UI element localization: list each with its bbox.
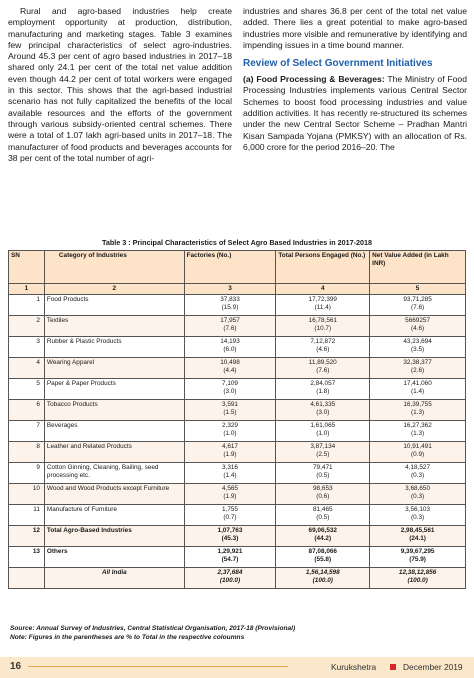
table-row — [9, 484, 466, 505]
cell-sn: 9 — [9, 463, 45, 484]
cell-nva-value: 16,39,755 — [403, 401, 432, 408]
cell-nva-percent: (4.6) — [411, 324, 425, 332]
body-text-right-top: industries and shares 36.8 per cent of the total net value added. There lies a great potential to make agro-based industries more visible and remunerative by identifying and impending issues in a time bound manner. — [243, 6, 467, 50]
cell-persons-percent: (0.5) — [316, 471, 330, 479]
cell-persons-value: 69,06,532 — [308, 527, 337, 534]
cell-factories — [184, 358, 276, 379]
cell-persons — [276, 400, 370, 421]
cell-persons-percent: (55.8) — [314, 555, 332, 563]
cell-sn: 10 — [9, 484, 45, 505]
cell-persons-percent: (10.7) — [314, 324, 332, 332]
cell-factories-value: 2,329 — [221, 422, 238, 429]
cell-persons-value: 79,471 — [313, 464, 333, 471]
cell-factories-value: 7,109 — [221, 380, 238, 387]
table-row — [9, 568, 466, 589]
cell-nva — [370, 358, 466, 379]
cell-factories-value: 4,617 — [221, 443, 238, 450]
body-text-right — [243, 6, 467, 153]
cell-nva-percent: (7.6) — [411, 303, 425, 311]
table-row — [9, 421, 466, 442]
cell-sn: 3 — [9, 337, 45, 358]
cell-factories — [184, 526, 276, 547]
table-row — [9, 526, 466, 547]
cell-factories-value: 10,498 — [220, 359, 240, 366]
cell-factories-percent: (100.0) — [219, 576, 241, 584]
cell-factories-percent: (6.0) — [223, 345, 237, 353]
header-category: Category of Industries — [44, 251, 184, 284]
cell-factories-value: 3,591 — [221, 401, 238, 408]
cell-factories-percent: (0.7) — [223, 513, 237, 521]
cell-nva-percent: (0.3) — [411, 492, 425, 500]
column-number-row — [9, 284, 466, 295]
paragraph-food-processing — [243, 74, 467, 153]
cell-category: Others — [44, 547, 184, 568]
cell-persons — [276, 484, 370, 505]
cell-nva-percent: (0.3) — [411, 471, 425, 479]
table-row — [9, 505, 466, 526]
cell-nva-percent: (24.1) — [409, 534, 426, 542]
cell-persons-value: 7,12,872 — [310, 338, 336, 345]
cell-persons-percent: (3.0) — [316, 408, 330, 416]
cell-nva-percent: (100.0) — [407, 576, 428, 584]
table-row — [9, 547, 466, 568]
cell-nva-percent: (0.9) — [411, 450, 425, 458]
cell-persons — [276, 379, 370, 400]
cell-nva — [370, 295, 466, 316]
cell-factories-value: 14,193 — [220, 338, 240, 345]
table-row — [9, 400, 466, 421]
cell-persons-percent: (1.0) — [316, 429, 330, 437]
section-heading: Review of Select Government Initiatives — [243, 58, 433, 70]
cell-nva-value: 12,38,12,856 — [398, 569, 437, 576]
source-note: Source: Annual Survey of Industries, Central Statistical Organisation, 2017-18 (Provisional) — [10, 625, 296, 632]
cell-nva — [370, 526, 466, 547]
cell-nva-percent: (2.6) — [411, 366, 425, 374]
cell-nva-value: 3,56,103 — [405, 506, 431, 513]
table-row — [9, 337, 466, 358]
cell-factories-percent: (7.6) — [223, 324, 237, 332]
cell-category: Rubber & Plastic Products — [44, 337, 184, 358]
cell-persons-value: 3,87,134 — [310, 443, 336, 450]
cell-persons-percent: (2.5) — [316, 450, 330, 458]
col-number: 4 — [276, 284, 370, 295]
table-row — [9, 316, 466, 337]
cell-factories-percent: (4.4) — [223, 366, 237, 374]
cell-factories — [184, 442, 276, 463]
cell-nva-percent: (1.3) — [411, 429, 425, 437]
cell-persons-value: 11,89,520 — [308, 359, 337, 366]
cell-sn: 7 — [9, 421, 45, 442]
cell-category: Wearing Apparel — [44, 358, 184, 379]
cell-factories-value: 4,565 — [221, 485, 238, 492]
cell-nva — [370, 379, 466, 400]
cell-category: Leather and Related Products — [44, 442, 184, 463]
cell-factories-percent: (1.0) — [223, 429, 237, 437]
table-row — [9, 463, 466, 484]
col-number: 1 — [9, 284, 45, 295]
cell-persons-percent: (11.4) — [314, 303, 331, 311]
cell-factories — [184, 568, 276, 589]
cell-factories-value: 2,37,684 — [217, 569, 243, 576]
cell-persons-percent: (0.5) — [316, 513, 330, 521]
cell-nva — [370, 421, 466, 442]
cell-persons — [276, 295, 370, 316]
cell-nva-value: 17,41,060 — [403, 380, 432, 387]
paragraph-label: (a) Food Processing & Beverages: — [243, 74, 385, 85]
cell-factories-percent: (1.9) — [223, 450, 237, 458]
cell-nva-value: 93,71,285 — [403, 296, 432, 303]
col-number: 2 — [44, 284, 184, 295]
page-number: 16 — [10, 661, 22, 672]
header-factories: Factories (No.) — [184, 251, 276, 284]
separator-square — [390, 664, 396, 670]
cell-factories — [184, 463, 276, 484]
cell-factories-percent: (54.7) — [221, 555, 239, 563]
cell-nva — [370, 568, 466, 589]
cell-persons-value: 4,61,335 — [310, 401, 336, 408]
cell-factories — [184, 484, 276, 505]
cell-nva — [370, 400, 466, 421]
cell-factories-percent: (15.9) — [221, 303, 239, 311]
header-nva: Net Value Added (in Lakh INR) — [370, 251, 466, 284]
cell-persons — [276, 442, 370, 463]
cell-factories — [184, 505, 276, 526]
cell-category: Total Agro-Based Industries — [44, 526, 184, 547]
cell-persons — [276, 547, 370, 568]
header-sn: SN — [9, 251, 45, 284]
cell-persons-value: 1,61,065 — [310, 422, 336, 429]
table-title: Table 3 : Principal Characteristics of Select Agro Based Industries in 2017-2018 — [101, 238, 373, 247]
cell-persons-value: 16,78,561 — [308, 317, 337, 324]
cell-nva-value: 16,27,362 — [403, 422, 432, 429]
body-text-left: Rural and agro-based industries help create employment opportunity at production, distribution, manufacturing and marketing stages. Table 3 examines few principal characteristics of select agro-industries. Around 45.3 per cent of agro based industries in 2017–18 shared only 24.1 per cent of the total net value addition even though 44.2 per cent of total workers were engaged in this sector. This shows that the agri-based industrial scenario has not fully capitalized the benefits of the local available resources and the efforts of the government through various subsidy-oriented central schemes. There were a total of 1.07 lakh agri-based units in 2017–18. The manufacturer of food products and beverages accounts for 38 per cent of the total number of agri- — [8, 6, 232, 163]
cell-sn: 6 — [9, 400, 45, 421]
cell-persons-value: 98,653 — [313, 485, 333, 492]
cell-persons-value: 2,84,057 — [310, 380, 336, 387]
agro-industries-table — [8, 250, 466, 589]
cell-persons-value: 87,08,066 — [308, 548, 337, 555]
cell-factories-value: 1,07,763 — [217, 527, 243, 534]
cell-nva-percent: (1.4) — [411, 387, 425, 395]
cell-category: Tobacco Products — [44, 400, 184, 421]
cell-nva-value: 43,23,694 — [403, 338, 432, 345]
cell-factories-value: 1,29,921 — [217, 548, 243, 555]
cell-persons-value: 81,465 — [313, 506, 333, 513]
table-row — [9, 358, 466, 379]
cell-factories — [184, 547, 276, 568]
cell-persons-percent: (7.6) — [316, 366, 330, 374]
cell-nva-value: 3,68,650 — [405, 485, 431, 492]
cell-persons-percent: (1.8) — [316, 387, 330, 395]
cell-persons-value: 17,72,399 — [308, 296, 337, 303]
cell-nva — [370, 547, 466, 568]
cell-factories-value: 3,316 — [221, 464, 238, 471]
cell-sn: 5 — [9, 379, 45, 400]
cell-factories-value: 1,755 — [221, 506, 238, 513]
cell-sn: 4 — [9, 358, 45, 379]
cell-factories-percent: (3.0) — [223, 387, 237, 395]
col-number: 5 — [370, 284, 466, 295]
cell-factories-percent: (45.3) — [221, 534, 239, 542]
cell-persons — [276, 358, 370, 379]
cell-sn — [9, 568, 45, 589]
cell-nva-percent: (3.5) — [411, 345, 425, 353]
cell-factories — [184, 295, 276, 316]
cell-nva — [370, 484, 466, 505]
cell-nva-value: 9,39,67,295 — [400, 548, 435, 555]
cell-sn: 11 — [9, 505, 45, 526]
cell-nva-value: 32,38,377 — [403, 359, 432, 366]
table-row — [9, 295, 466, 316]
cell-nva — [370, 505, 466, 526]
cell-factories — [184, 421, 276, 442]
cell-sn: 13 — [9, 547, 45, 568]
cell-nva — [370, 442, 466, 463]
magazine-name: Kurukshetra — [331, 662, 377, 672]
cell-persons — [276, 421, 370, 442]
cell-sn: 2 — [9, 316, 45, 337]
cell-factories — [184, 316, 276, 337]
table-notes — [10, 624, 466, 642]
cell-category: Beverages — [44, 421, 184, 442]
cell-sn: 12 — [9, 526, 45, 547]
cell-factories-percent: (1.9) — [223, 492, 237, 500]
cell-factories-percent: (1.5) — [223, 408, 237, 416]
percentage-note: Note: Figures in the parentheses are % to Total in the respective coloumns — [10, 634, 245, 641]
cell-sn: 8 — [9, 442, 45, 463]
col-number: 3 — [184, 284, 276, 295]
cell-nva-percent: (0.3) — [411, 513, 425, 521]
cell-nva — [370, 337, 466, 358]
cell-nva-value: 10,91,491 — [403, 443, 432, 450]
cell-factories-percent: (1.4) — [223, 471, 237, 479]
cell-category: All India — [44, 568, 184, 589]
cell-factories-value: 37,833 — [220, 296, 240, 303]
cell-nva-value: 2,98,45,561 — [400, 527, 435, 534]
cell-nva-percent: (1.3) — [411, 408, 425, 416]
cell-sn: 1 — [9, 295, 45, 316]
cell-persons — [276, 505, 370, 526]
issue-date: December 2019 — [403, 662, 463, 672]
table-header-row — [9, 251, 466, 284]
table-row — [9, 379, 466, 400]
cell-category: Textiles — [44, 316, 184, 337]
cell-factories — [184, 379, 276, 400]
cell-persons-percent: (100.0) — [312, 576, 333, 584]
cell-persons-value: 1,56,14,598 — [305, 569, 340, 576]
cell-category: Paper & Paper Products — [44, 379, 184, 400]
cell-factories — [184, 400, 276, 421]
cell-nva-percent: (75.9) — [409, 555, 426, 563]
cell-factories-value: 17,957 — [220, 317, 240, 324]
cell-persons — [276, 337, 370, 358]
cell-persons — [276, 316, 370, 337]
cell-persons — [276, 568, 370, 589]
footer-rule — [28, 666, 288, 667]
cell-persons — [276, 526, 370, 547]
table-row — [9, 442, 466, 463]
cell-nva — [370, 316, 466, 337]
cell-category: Cotton Ginning, Cleaning, Bailing, seed processing etc. — [44, 463, 184, 484]
cell-category: Food Products — [44, 295, 184, 316]
cell-persons-percent: (4.6) — [316, 345, 330, 353]
cell-category: Wood and Wood Products except Furniture — [44, 484, 184, 505]
header-persons: Total Persons Engaged (No.) — [276, 251, 370, 284]
cell-category: Manufacture of Furniture — [44, 505, 184, 526]
cell-nva — [370, 463, 466, 484]
cell-nva-value: 5669257 — [405, 317, 431, 324]
table-container — [8, 250, 466, 589]
cell-factories — [184, 337, 276, 358]
cell-nva-value: 4,18,527 — [405, 464, 431, 471]
cell-persons — [276, 463, 370, 484]
cell-persons-percent: (44.2) — [314, 534, 332, 542]
paragraph-text: The Ministry of Food Processing Industries implements various Central Sector Schemes to boost food processing industries and value addition activities. It has recently re-structured its schemes under the new Central Sector Scheme – Pradhan Mantri Kisan Sampada Yojana (PMKSY) with an allocation of Rs. 6,000 crore for the period 2016–20. The — [243, 74, 467, 152]
cell-persons-percent: (0.6) — [316, 492, 330, 500]
